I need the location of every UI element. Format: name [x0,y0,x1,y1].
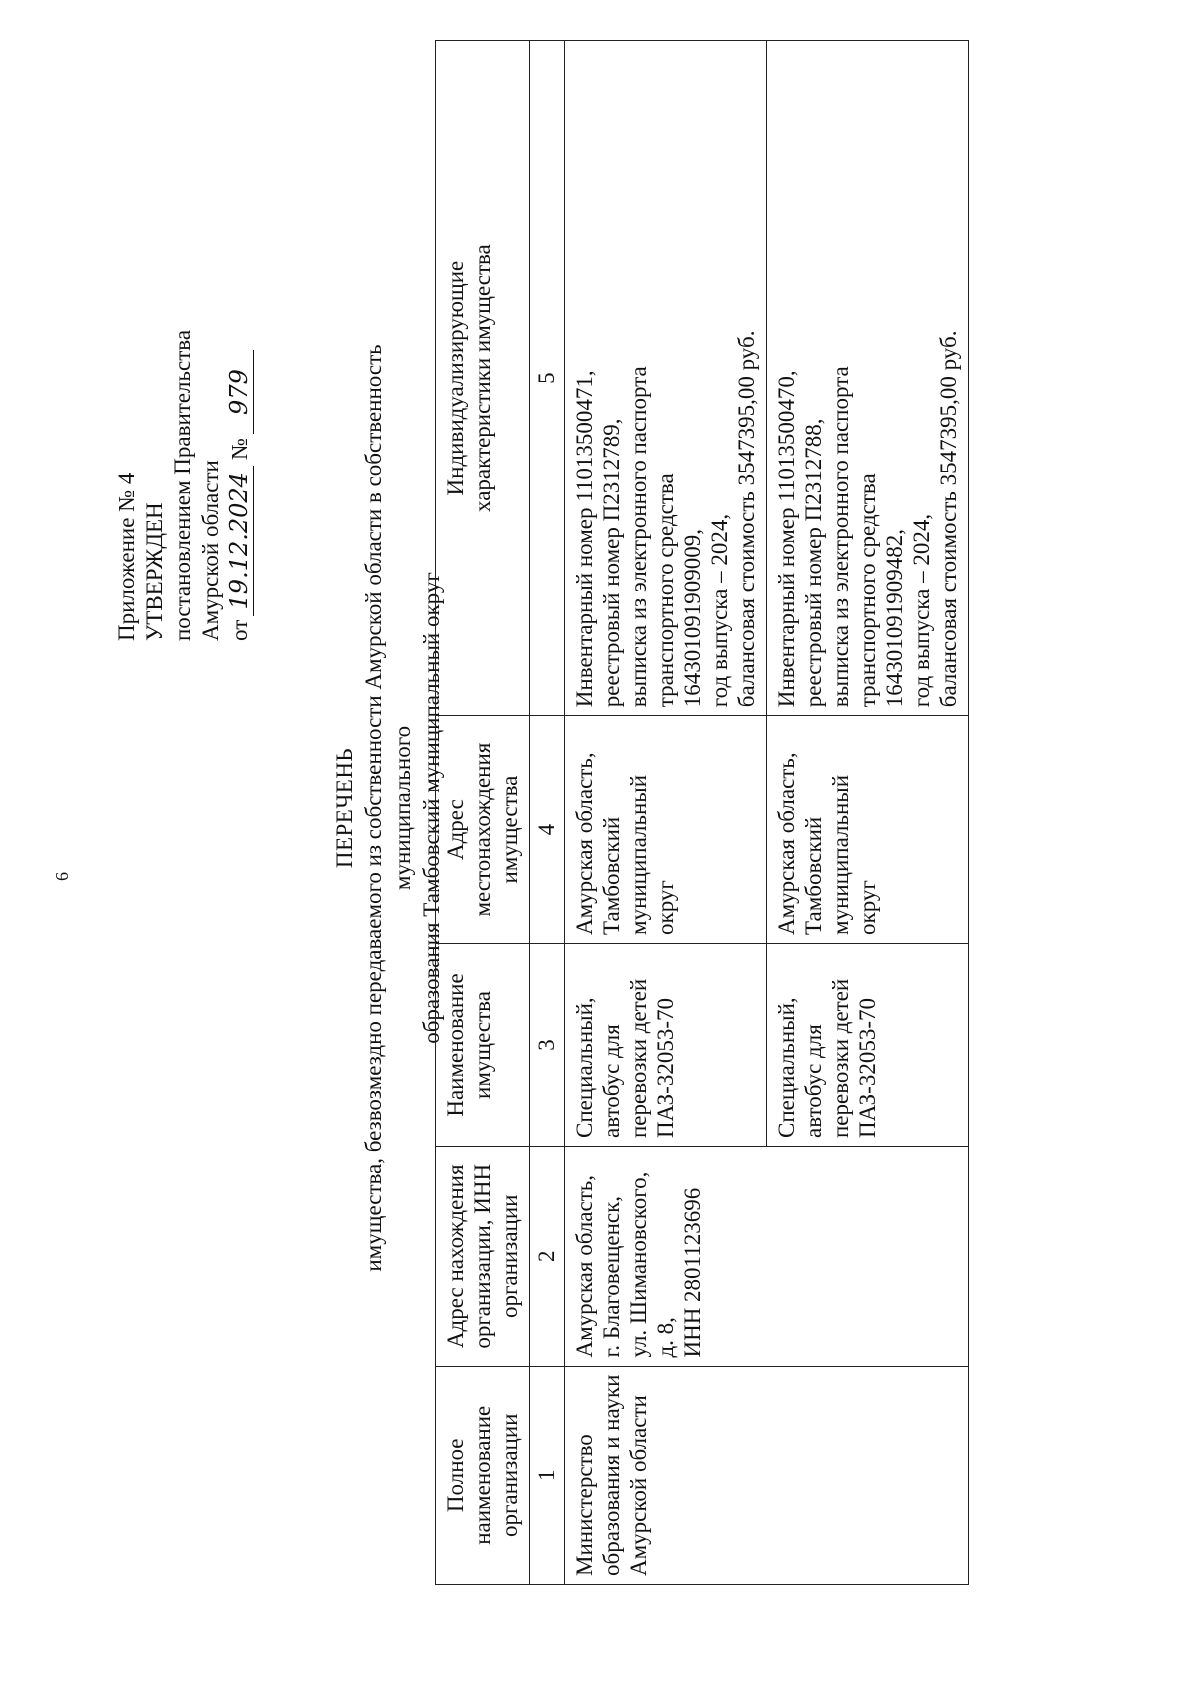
cell-text: балансовая стоимость 3547395,00 руб. [936,330,961,708]
header-text: имущества [497,775,522,884]
property-address-cell [565,716,767,944]
header-text: организации [497,1413,522,1538]
approved-label: УТВЕРЖДЕН [142,502,167,641]
cell-text: Тамбовский [599,816,624,935]
characteristics-cell [565,41,767,716]
header-organization-name [436,1366,530,1584]
cell-text: Инвентарный номер 11013500470, [774,370,799,708]
document-heading: ПЕРЕЧЕНЬ [332,747,357,869]
cell-text: реестровый номер П2312789, [599,418,624,708]
cell-text: 164301091909009, [680,528,705,708]
cell-text: муниципальный [828,774,853,935]
header-characteristics [436,41,530,716]
appendix-label: Приложение № 4 [114,472,139,641]
cell-text: Тамбовский [801,816,826,935]
cell-text: ИНН 2801123696 [680,1187,705,1358]
cell-text: г. Благовещенск, [599,1195,624,1358]
cell-text: округ [855,880,880,935]
header-text: организации, ИНН [470,1163,495,1349]
cell-text: автобус для [599,1024,624,1138]
cell-text: балансовая стоимость 3547395,00 руб. [734,330,759,708]
cell-text: год выпуска – 2024, [909,513,934,708]
handwritten-date: 19.12.2024 [225,466,254,616]
column-number: 2 [530,1147,565,1367]
approval-date-line [225,330,254,641]
property-name-cell [565,943,767,1146]
header-text: местонахождения [470,742,495,917]
cell-text: транспортного средства [653,473,678,708]
document-subtitle-line-1: имущества, безвозмездно передаваемого из собственности Амурской области в собственность муниципального [361,344,415,1272]
cell-text: перевозки детей [626,978,651,1138]
header-organization-address [436,1147,530,1367]
column-number-row [530,41,565,1585]
property-address-cell [767,716,969,944]
cell-text: выписка из электронного паспорта [626,366,651,708]
approval-line-1: постановлением Правительства [170,329,195,641]
header-text: имущества [470,991,495,1099]
cell-text: ул. Шимановского, [626,1171,651,1358]
cell-text: образования и науки [599,1374,624,1576]
document-subtitle-line-2: образования Тамбовский муниципальный округ [419,572,444,1044]
cell-text: Амурская область, [774,752,799,935]
column-number: 3 [530,943,565,1146]
cell-text: реестровый номер П2312788, [801,418,826,708]
header-text: Адрес [443,799,468,860]
header-text: Индивидуализирующие [443,260,468,496]
cell-text: 164301091909482, [882,528,907,708]
column-number: 4 [530,716,565,944]
header-text: Полное [443,1438,468,1513]
number-prefix: № [227,438,252,460]
characteristics-cell [767,41,969,716]
cell-text: Амурская область, [572,1174,597,1358]
handwritten-number: 979 [225,350,254,434]
cell-text: д. 8, [653,1317,678,1358]
cell-text: год выпуска – 2024, [707,513,732,708]
cell-text: Министерство [572,1434,597,1576]
header-text: характеристики имущества [470,244,495,512]
date-prefix: от [227,619,252,641]
cell-text: Инвентарный номер 11013500471, [572,370,597,708]
cell-text: транспортного средства [855,473,880,708]
table-header-row [436,41,530,1585]
cell-text: округ [653,880,678,935]
property-registry-table [435,40,969,1585]
cell-text: ПАЗ-32053-70 [855,998,880,1138]
cell-text: Амурская область, [572,752,597,935]
approval-stamp-block [113,330,254,641]
cell-text: муниципальный [626,774,651,935]
header-property-name [436,943,530,1146]
cell-text: Специальный, [774,997,799,1138]
header-text: Адрес нахождения [443,1164,468,1349]
header-text: наименование [470,1405,495,1545]
organization-address-cell [565,1147,969,1367]
cell-text: Амурской области [626,1395,651,1576]
header-text: Наименование [443,973,468,1117]
cell-text: перевозки детей [828,978,853,1138]
cell-text: Специальный, [572,997,597,1138]
column-number: 5 [530,41,565,716]
cell-text: ПАЗ-32053-70 [653,998,678,1138]
cell-text: выписка из электронного паспорта [828,366,853,708]
approval-line-2: Амурской области [198,460,223,641]
document-title-block [330,308,446,1308]
header-property-address [436,716,530,944]
page-number: 6 [52,872,72,881]
table-row [565,41,767,1585]
property-name-cell [767,943,969,1146]
column-number: 1 [530,1366,565,1584]
organization-name-cell [565,1366,969,1584]
cell-text: автобус для [801,1024,826,1138]
header-text: организации [497,1194,522,1319]
